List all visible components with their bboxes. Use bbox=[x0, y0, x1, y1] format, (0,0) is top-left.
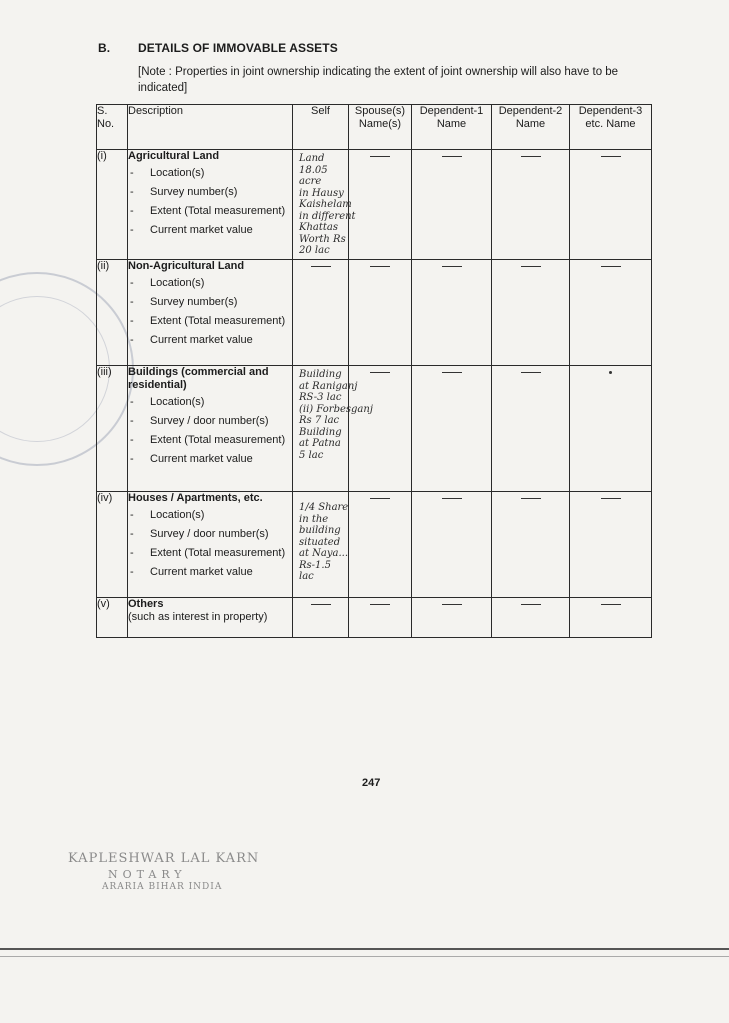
dash-mark bbox=[601, 266, 621, 267]
list-item: - Current market value bbox=[128, 224, 292, 237]
spouse-cell bbox=[349, 598, 412, 638]
notary-place: ARARIA BIHAR INDIA bbox=[102, 882, 223, 892]
dependent-3-cell bbox=[570, 260, 652, 366]
row-category: Buildings (commercial and residential) bbox=[128, 366, 269, 391]
self-cell bbox=[293, 366, 373, 492]
row-sno: (ii) bbox=[97, 260, 128, 366]
dependent-1-cell bbox=[412, 260, 492, 366]
dependent-2-cell bbox=[492, 150, 570, 260]
row-subitems bbox=[128, 167, 292, 237]
list-item: - Location(s) bbox=[128, 277, 292, 290]
spouse-cell bbox=[349, 150, 412, 260]
page-bottom-rule-2 bbox=[0, 956, 729, 957]
row-category: Non-Agricultural Land bbox=[128, 260, 245, 272]
notary-stamp bbox=[68, 851, 328, 892]
row-sno: (iv) bbox=[97, 492, 128, 598]
list-item: - Location(s) bbox=[128, 167, 292, 180]
list-item: - Extent (Total measurement) bbox=[128, 434, 292, 447]
row-description bbox=[128, 598, 293, 638]
immovable-assets-table bbox=[96, 104, 652, 638]
page-bottom-rule bbox=[0, 948, 729, 950]
dash-mark bbox=[311, 266, 331, 267]
table-row bbox=[97, 366, 652, 492]
list-item: - Current market value bbox=[128, 334, 292, 347]
list-item: - Survey number(s) bbox=[128, 296, 292, 309]
dash-mark bbox=[609, 371, 612, 374]
spouse-cell bbox=[349, 492, 412, 598]
dash-mark bbox=[442, 604, 462, 605]
header-description: Description bbox=[128, 105, 293, 150]
dash-mark bbox=[521, 604, 541, 605]
row-subitems bbox=[128, 396, 292, 466]
table-row bbox=[97, 598, 652, 638]
dependent-1-cell bbox=[412, 366, 492, 492]
dependent-2-cell bbox=[492, 366, 570, 492]
row-category: Others bbox=[128, 598, 164, 610]
self-cell bbox=[293, 150, 356, 260]
dash-mark bbox=[521, 156, 541, 157]
dependent-3-cell bbox=[570, 366, 652, 492]
row-sno: (iii) bbox=[97, 366, 128, 492]
dash-mark bbox=[442, 156, 462, 157]
dash-mark bbox=[370, 266, 390, 267]
row-subitems bbox=[128, 509, 292, 579]
dash-mark bbox=[370, 604, 390, 605]
dependent-3-cell bbox=[570, 598, 652, 638]
table-header-row bbox=[97, 105, 652, 150]
dash-mark bbox=[370, 372, 390, 373]
section-letter: B. bbox=[98, 41, 111, 55]
spouse-cell bbox=[349, 366, 412, 492]
dash-mark bbox=[442, 266, 462, 267]
spouse-cell bbox=[349, 260, 412, 366]
header-dependent-1: Dependent-1 Name bbox=[412, 105, 492, 150]
dependent-1-cell bbox=[412, 598, 492, 638]
header-dependent-2: Dependent-2 Name bbox=[492, 105, 570, 150]
table-row bbox=[97, 260, 652, 366]
dash-mark bbox=[601, 498, 621, 499]
list-item: - Survey / door number(s) bbox=[128, 415, 292, 428]
row-sno: (i) bbox=[97, 150, 128, 260]
dependent-3-cell bbox=[570, 492, 652, 598]
dash-mark bbox=[442, 498, 462, 499]
self-cell bbox=[293, 598, 349, 638]
section-title: DETAILS OF IMMOVABLE ASSETS bbox=[138, 41, 338, 55]
list-item: - Current market value bbox=[128, 566, 292, 579]
row-subitems bbox=[128, 277, 292, 347]
handwritten-entry: Building at Raniganj RS-3 lac (ii) Forbesganj Rs 7 lac Building at Patna 5 lac bbox=[299, 369, 373, 461]
dash-mark bbox=[521, 498, 541, 499]
list-item: - Extent (Total measurement) bbox=[128, 547, 292, 560]
dependent-2-cell bbox=[492, 492, 570, 598]
page-number: 247 bbox=[362, 777, 381, 789]
handwritten-entry: 1/4 Share in the building situated at Naya... Rs-1.5 lac bbox=[299, 502, 349, 582]
notary-name: KAPLESHWAR LAL KARN bbox=[68, 851, 260, 866]
header-spouse: Spouse(s) Name(s) bbox=[349, 105, 412, 150]
notary-title: NOTARY bbox=[108, 868, 187, 881]
dash-mark bbox=[601, 156, 621, 157]
self-cell bbox=[293, 492, 349, 598]
dependent-1-cell bbox=[412, 492, 492, 598]
table-row bbox=[97, 150, 652, 260]
row-description bbox=[128, 150, 293, 260]
row-note: (such as interest in property) bbox=[128, 611, 268, 623]
list-item: - Survey / door number(s) bbox=[128, 528, 292, 541]
dash-mark bbox=[521, 372, 541, 373]
dependent-3-cell bbox=[570, 150, 652, 260]
header-dependent-3: Dependent-3 etc. Name bbox=[570, 105, 652, 150]
dash-mark bbox=[311, 604, 331, 605]
list-item: - Current market value bbox=[128, 453, 292, 466]
row-description bbox=[128, 492, 293, 598]
header-sno: S. No. bbox=[97, 105, 128, 150]
row-category: Houses / Apartments, etc. bbox=[128, 492, 263, 504]
list-item: - Location(s) bbox=[128, 509, 292, 522]
header-self: Self bbox=[293, 105, 349, 150]
list-item: - Location(s) bbox=[128, 396, 292, 409]
handwritten-entry: Land 18.05 acre in Hausy Kaishelam in different Khattas Worth Rs 20 lac bbox=[299, 153, 356, 256]
row-category: Agricultural Land bbox=[128, 150, 220, 162]
row-sno: (v) bbox=[97, 598, 128, 638]
dash-mark bbox=[370, 498, 390, 499]
dependent-2-cell bbox=[492, 260, 570, 366]
dash-mark bbox=[370, 156, 390, 157]
dependent-2-cell bbox=[492, 598, 570, 638]
list-item: - Extent (Total measurement) bbox=[128, 315, 292, 328]
dependent-1-cell bbox=[412, 150, 492, 260]
dash-mark bbox=[601, 604, 621, 605]
list-item: - Extent (Total measurement) bbox=[128, 205, 292, 218]
joint-ownership-note: [Note : Properties in joint ownership indicating the extent of joint ownership will also have to be indicated] bbox=[138, 66, 619, 94]
table-row bbox=[97, 492, 652, 598]
row-description bbox=[128, 366, 293, 492]
list-item: - Survey number(s) bbox=[128, 186, 292, 199]
self-cell bbox=[293, 260, 349, 366]
dash-mark bbox=[521, 266, 541, 267]
row-description bbox=[128, 260, 293, 366]
dash-mark bbox=[442, 372, 462, 373]
